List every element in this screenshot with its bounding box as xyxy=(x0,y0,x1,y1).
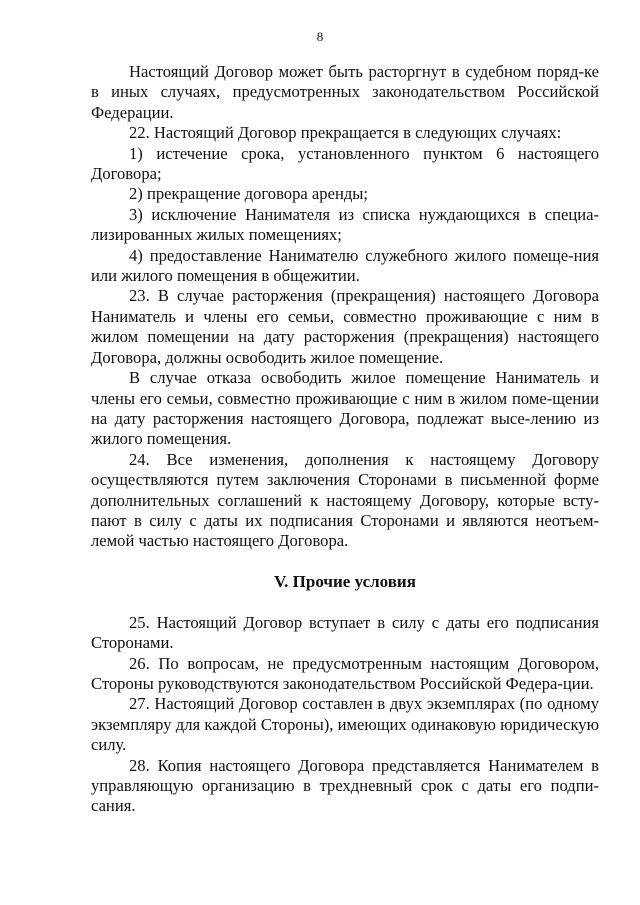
document-body xyxy=(91,62,599,817)
clause-22-item-4: 4) предоставление Нанимателю служебного жилого помеще-ния или жилого помещения в общежитии. xyxy=(91,245,599,286)
clause-22-item-1: 1) истечение срока, установленного пунктом 6 настоящего Договора; xyxy=(91,143,599,184)
clause-23: 23. В случае расторжения (прекращения) настоящего Договора Наниматель и члены его семьи, совместно проживающие с ним в жилом помещении на дату расторжения (прекращения) настоящего Договора, должны освободить жилое помещение. xyxy=(91,286,599,367)
clause-22-item-2: 2) прекращение договора аренды; xyxy=(129,184,369,204)
clause-25: 25. Настоящий Договор вступает в силу с даты его подписания Сторонами. xyxy=(91,612,599,653)
clause-28: 28. Копия настоящего Договора представляется Нанимателем в управляющую организацию в трехдневный срок с даты его подпи-сания. xyxy=(91,755,599,816)
section-title: V. Прочие условия xyxy=(274,571,416,591)
clause-23-eviction: В случае отказа освободить жилое помещение Наниматель и члены его семьи, совместно проживающие с ним в жилом поме-щении на дату расторжения настоящего Договора, подлежат высе-лению из жилого помещения. xyxy=(91,368,599,449)
paragraph-termination-court: Настоящий Договор может быть расторгнут в судебном поряд-ке в иных случаях, предусмотренных законодательством Российской Федерации. xyxy=(91,62,599,122)
page-number: 8 xyxy=(316,29,324,44)
clause-22: 22. Настоящий Договор прекращается в следующих случаях: xyxy=(129,123,562,143)
clause-26: 26. По вопросам, не предусмотренным настоящим Договором, Стороны руководствуются законодательством Российской Федера-ции. xyxy=(91,653,599,693)
clause-22-item-3: 3) исключение Нанимателя из списка нуждающихся в специа-лизированных жилых помещениях; xyxy=(91,204,599,245)
clause-24: 24. Все изменения, дополнения к настоящему Договору осуществляются путем заключения Сторонами в письменной форме дополнительных соглашений к настоящему Договору, которые всту-пают в силу с даты их подписания Сторонами и являются неотъем-лемой частью настоящего Договора. xyxy=(91,449,599,551)
clause-27: 27. Настоящий Договор составлен в двух экземплярах (по одному экземпляру для каждой Стороны), имеющих одинаковую юридическую силу. xyxy=(91,694,599,755)
